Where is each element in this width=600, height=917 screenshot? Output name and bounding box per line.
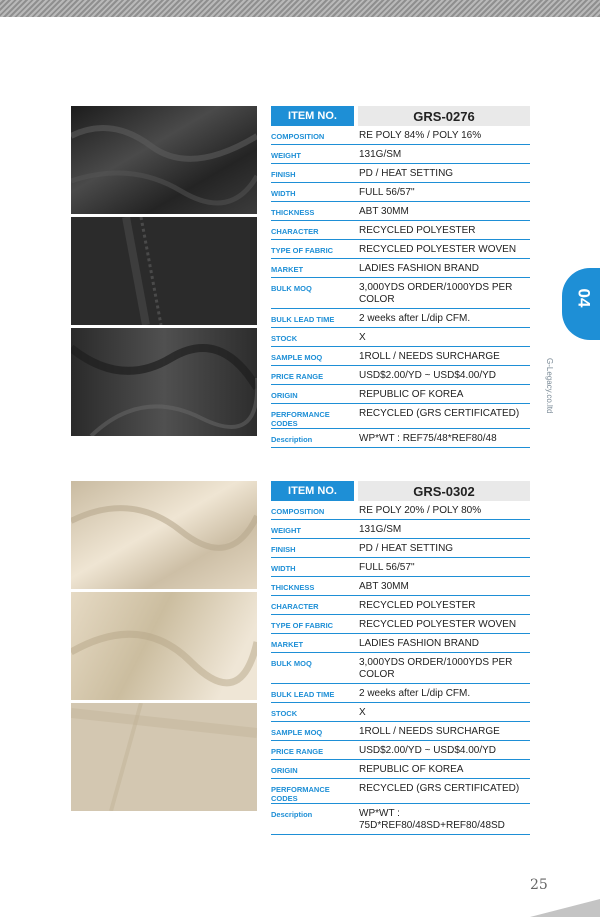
company-name: G-Legacy.co.ltd (545, 358, 554, 414)
spec-label: BULK LEAD TIME (271, 690, 335, 699)
item-number: GRS-0276 (358, 106, 530, 126)
spec-value: PD / HEAT SETTING (359, 168, 454, 179)
spec-label: THICKNESS (271, 583, 315, 592)
spec-value: 1ROLL / NEEDS SURCHARGE (359, 726, 500, 737)
spec-label: COMPOSITION (271, 507, 325, 516)
spec-value: REPUBLIC OF KOREA (359, 389, 464, 400)
spec-row (271, 686, 530, 703)
spec-row (271, 617, 530, 634)
spec-label: WEIGHT (271, 526, 301, 535)
spec-value: WP*WT : 75D*REF80/48SD+REF80/48SD (359, 808, 505, 831)
spec-row (271, 204, 530, 221)
chapter-number: 04 (574, 288, 594, 308)
spec-value: RECYCLED POLYESTER WOVEN (359, 619, 517, 630)
spec-row (271, 724, 530, 741)
spec-row (271, 579, 530, 596)
spec-value: RECYCLED POLYESTER (359, 225, 476, 236)
fabric-photo (71, 106, 257, 214)
spec-row (271, 781, 530, 804)
spec-row (271, 261, 530, 278)
spec-label: FINISH (271, 170, 296, 179)
spec-label: ORIGIN (271, 391, 298, 400)
spec-label: SAMPLE MOQ (271, 728, 323, 737)
fabric-photo (71, 592, 257, 700)
page-number: 25 (530, 877, 548, 893)
fabric-photo (71, 217, 257, 325)
spec-row (271, 560, 530, 577)
spec-value: LADIES FASHION BRAND (359, 638, 480, 649)
item-number: GRS-0302 (358, 481, 530, 501)
spec-row (271, 185, 530, 202)
spec-row (271, 242, 530, 259)
spec-label: STOCK (271, 334, 298, 343)
fabric-photos-1 (71, 106, 257, 439)
spec-label: PERFORMANCE CODES (271, 785, 330, 803)
spec-row (271, 311, 530, 328)
spec-label: Description (271, 435, 313, 444)
spec-rows (271, 128, 530, 448)
fabric-photo (71, 481, 257, 589)
spec-row (271, 166, 530, 183)
spec-label: BULK LEAD TIME (271, 315, 335, 324)
spec-label: SAMPLE MOQ (271, 353, 323, 362)
spec-label: BULK MOQ (271, 659, 312, 668)
spec-label: TYPE OF FABRIC (271, 621, 334, 630)
corner-decoration (530, 899, 600, 917)
spec-table-2 (271, 481, 530, 835)
spec-value: ABT 30MM (359, 206, 409, 217)
spec-row (271, 431, 530, 448)
item-no-label: ITEM NO. (271, 481, 354, 501)
spec-value: FULL 56/57'' (359, 187, 415, 198)
spec-label: STOCK (271, 709, 298, 718)
spec-row (271, 598, 530, 615)
top-decorative-stripe (0, 0, 600, 17)
spec-value: LADIES FASHION BRAND (359, 263, 480, 274)
spec-value: X (359, 707, 366, 718)
fabric-photos-2 (71, 481, 257, 814)
spec-value: RE POLY 84% / POLY 16% (359, 130, 482, 141)
spec-row (271, 368, 530, 385)
spec-value: FULL 56/57'' (359, 562, 415, 573)
spec-row (271, 743, 530, 760)
spec-value: ABT 30MM (359, 581, 409, 592)
spec-value: 131G/SM (359, 149, 402, 160)
spec-label: ORIGIN (271, 766, 298, 775)
spec-value: 3,000YDS ORDER/1000YDS PER COLOR (359, 657, 513, 680)
spec-row (271, 330, 530, 347)
spec-label: THICKNESS (271, 208, 315, 217)
spec-label: WIDTH (271, 189, 296, 198)
item-no-label: ITEM NO. (271, 106, 354, 126)
item-header (271, 481, 530, 501)
spec-value: USD$2.00/YD ~ USD$4.00/YD (359, 370, 497, 381)
spec-row (271, 406, 530, 429)
spec-value: RECYCLED POLYESTER WOVEN (359, 244, 517, 255)
spec-row (271, 349, 530, 366)
spec-row (271, 655, 530, 684)
fabric-photo (71, 328, 257, 436)
spec-row (271, 223, 530, 240)
spec-label: Description (271, 810, 313, 819)
spec-row (271, 705, 530, 722)
spec-row (271, 128, 530, 145)
spec-value: USD$2.00/YD ~ USD$4.00/YD (359, 745, 497, 756)
spec-label: MARKET (271, 265, 304, 274)
spec-label: CHARACTER (271, 602, 319, 611)
spec-row (271, 280, 530, 309)
spec-value: 3,000YDS ORDER/1000YDS PER COLOR (359, 282, 513, 305)
spec-label: TYPE OF FABRIC (271, 246, 334, 255)
spec-label: MARKET (271, 640, 304, 649)
spec-row (271, 522, 530, 539)
spec-row (271, 387, 530, 404)
spec-value: 1ROLL / NEEDS SURCHARGE (359, 351, 500, 362)
spec-label: CHARACTER (271, 227, 319, 236)
spec-value: 131G/SM (359, 524, 402, 535)
chapter-tab (562, 268, 600, 340)
spec-value: 2 weeks after L/dip CFM. (359, 313, 471, 324)
spec-table-1 (271, 106, 530, 448)
fabric-photo (71, 703, 257, 811)
spec-label: FINISH (271, 545, 296, 554)
spec-value: RE POLY 20% / POLY 80% (359, 505, 482, 516)
spec-row (271, 806, 530, 835)
spec-row (271, 147, 530, 164)
spec-value: WP*WT : REF75/48*REF80/48 (359, 433, 497, 444)
spec-value: RECYCLED POLYESTER (359, 600, 476, 611)
item-header (271, 106, 530, 126)
spec-value: RECYCLED (GRS CERTIFICATED) (359, 408, 520, 419)
spec-row (271, 762, 530, 779)
spec-label: PERFORMANCE CODES (271, 410, 330, 428)
spec-label: COMPOSITION (271, 132, 325, 141)
spec-label: WIDTH (271, 564, 296, 573)
spec-label: PRICE RANGE (271, 747, 324, 756)
spec-row (271, 636, 530, 653)
spec-rows (271, 503, 530, 835)
spec-label: WEIGHT (271, 151, 301, 160)
spec-value: RECYCLED (GRS CERTIFICATED) (359, 783, 520, 794)
spec-label: PRICE RANGE (271, 372, 324, 381)
spec-row (271, 541, 530, 558)
spec-value: 2 weeks after L/dip CFM. (359, 688, 471, 699)
spec-value: PD / HEAT SETTING (359, 543, 454, 554)
spec-value: REPUBLIC OF KOREA (359, 764, 464, 775)
spec-row (271, 503, 530, 520)
spec-value: X (359, 332, 366, 343)
spec-label: BULK MOQ (271, 284, 312, 293)
